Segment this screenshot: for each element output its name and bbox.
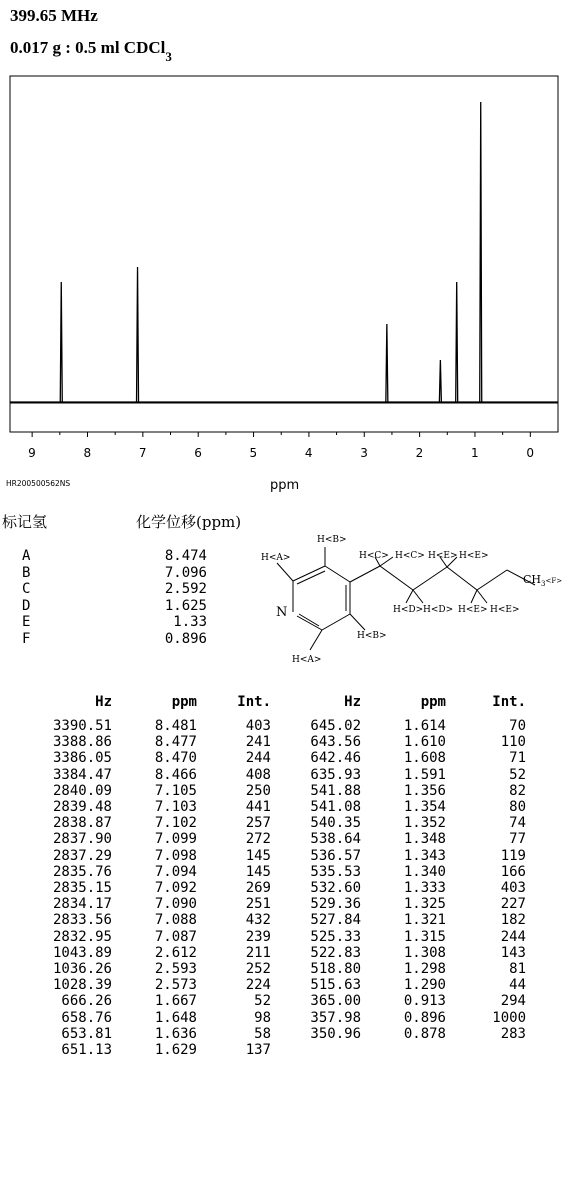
peak-int: 283 (500, 1025, 526, 1042)
peak-ppm: 1.340 (403, 863, 446, 880)
peak-hz: 645.02 (310, 718, 361, 734)
label-column-header: 标记氢 (2, 513, 48, 531)
peak-ppm: 1.298 (403, 961, 446, 978)
peak-int: 250 (245, 782, 271, 799)
peak-int: 251 (245, 896, 271, 913)
peak-table-row (20, 896, 526, 912)
peak-table-row (20, 929, 526, 945)
assignment-table (22, 548, 207, 647)
peak-ppm: 7.099 (154, 831, 197, 848)
header-ppm-1: ppm (171, 694, 197, 710)
assignment-row (22, 631, 207, 648)
peak-int: 119 (500, 847, 526, 864)
peak-hz: 365.00 (310, 993, 361, 1010)
sample-id: HR200500562NS (6, 479, 71, 488)
spectrum-peak (439, 360, 441, 402)
x-tick-label: 0 (526, 446, 534, 460)
peak-hz: 2834.17 (52, 896, 112, 913)
x-tick-label: 8 (83, 446, 92, 460)
label-he-4: H<E> (490, 605, 520, 615)
peak-table-row (20, 945, 526, 961)
peak-int: 71 (509, 750, 526, 767)
assignment-value: 0.896 (164, 630, 207, 647)
peak-table-row (20, 848, 526, 864)
peak-int: 137 (245, 1042, 271, 1059)
peak-ppm: 1.321 (403, 912, 446, 929)
peak-ppm (361, 1042, 446, 1058)
assignment-value: 8.474 (164, 548, 207, 564)
x-axis-tick-labels (28, 446, 534, 460)
x-axis-ticks (32, 432, 530, 437)
peak-ppm: 1.610 (403, 734, 446, 751)
peak-ppm: 1.333 (403, 880, 446, 897)
x-tick-label: 5 (249, 446, 258, 460)
peak-hz: 3386.05 (52, 750, 112, 767)
header-ppm-2: ppm (420, 694, 446, 710)
peak-ppm: 0.878 (403, 1025, 446, 1042)
peak-ppm: 0.913 (403, 993, 446, 1010)
peak-int: 432 (245, 912, 271, 929)
assignment-row (22, 548, 207, 565)
x-tick-label: 2 (415, 446, 424, 460)
peak-ppm: 8.481 (154, 718, 197, 734)
peak-ppm: 7.088 (154, 912, 197, 929)
peak-table (20, 694, 526, 1058)
peak-table-row (20, 1042, 526, 1058)
peak-table-header-row (20, 694, 526, 718)
peak-int: 166 (500, 863, 526, 880)
peak-hz: 535.53 (310, 863, 361, 880)
peak-ppm: 1.629 (154, 1042, 197, 1059)
peak-hz: 2837.90 (52, 831, 112, 848)
spectrum-peak (456, 282, 458, 402)
x-tick-label: 7 (138, 446, 147, 460)
peak-ppm: 7.103 (154, 799, 197, 816)
nmr-spectrum-chart (0, 0, 570, 500)
spectrum-frame (10, 76, 558, 432)
peak-int: 257 (245, 815, 271, 832)
peak-ppm: 1.356 (403, 782, 446, 799)
peak-hz: 357.98 (310, 1009, 361, 1026)
header-int-1: Int. (237, 694, 271, 710)
peak-table-row (20, 864, 526, 880)
peak-hz: 518.80 (310, 961, 361, 978)
peak-int: 52 (509, 766, 526, 783)
assignment-row (22, 598, 207, 615)
label-hd-2: H<D> (423, 605, 454, 615)
peak-int: 82 (509, 782, 526, 799)
peak-ppm: 1.315 (403, 928, 446, 945)
x-tick-label: 9 (28, 446, 36, 460)
peak-table-row (20, 880, 526, 896)
header-int-2: Int. (492, 694, 526, 710)
label-ha-left: H<A> (261, 553, 291, 563)
peak-hz (271, 1042, 361, 1058)
label-hd-1: H<D> (393, 605, 424, 615)
peak-hz: 536.57 (310, 847, 361, 864)
spectrum-peak (386, 324, 388, 402)
peak-ppm: 1.608 (403, 750, 446, 767)
peak-ppm: 1.591 (403, 766, 446, 783)
peak-int: 98 (254, 1009, 271, 1026)
assignment-row (22, 581, 207, 598)
peak-table-row (20, 1010, 526, 1026)
peak-hz: 635.93 (310, 766, 361, 783)
peak-hz: 2833.56 (52, 912, 112, 929)
peak-int (446, 1042, 526, 1058)
spectrum-peak (60, 282, 62, 402)
peak-int: 224 (245, 977, 271, 994)
peak-ppm: 1.308 (403, 944, 446, 961)
peak-hz: 515.63 (310, 977, 361, 994)
peak-int: 244 (500, 928, 526, 945)
peak-hz: 525.33 (310, 928, 361, 945)
label-nitrogen: N (276, 605, 288, 620)
molecular-structure (255, 530, 565, 680)
peak-hz: 2832.95 (52, 928, 112, 945)
peak-int: 227 (500, 896, 526, 913)
peak-table-row (20, 961, 526, 977)
peak-hz: 2839.48 (52, 799, 112, 816)
peak-hz: 2838.87 (52, 815, 112, 832)
peak-hz: 3384.47 (52, 766, 112, 783)
assignment-label: A (22, 548, 31, 564)
peak-ppm: 2.593 (154, 961, 197, 978)
peak-hz: 2835.76 (52, 863, 112, 880)
peak-table-row (20, 1026, 526, 1042)
peak-table-row (20, 783, 526, 799)
header-hz-2: Hz (344, 694, 361, 710)
assignment-label: D (22, 597, 31, 614)
peak-int: 182 (500, 912, 526, 929)
peak-table-row (20, 977, 526, 993)
label-ha-bottom: H<A> (292, 655, 322, 665)
peak-int: 244 (245, 750, 271, 767)
peak-int: 272 (245, 831, 271, 848)
assignment-label: F (22, 630, 31, 647)
label-ch3 (523, 573, 562, 588)
peak-hz: 2837.29 (52, 847, 112, 864)
peak-ppm: 1.614 (403, 718, 446, 734)
peak-table-row (20, 815, 526, 831)
spectrum-peak (137, 267, 139, 402)
peak-int: 110 (500, 734, 526, 751)
peak-ppm: 8.466 (154, 766, 197, 783)
peak-int: 52 (254, 993, 271, 1010)
peak-int: 403 (500, 880, 526, 897)
peak-ppm: 1.636 (154, 1025, 197, 1042)
peak-hz: 540.35 (310, 815, 361, 832)
peak-int: 252 (245, 961, 271, 978)
x-tick-label: 3 (360, 446, 368, 460)
peak-ppm: 8.477 (154, 734, 197, 751)
peak-int: 70 (509, 718, 526, 734)
assignment-value: 7.096 (164, 564, 207, 581)
x-tick-label: 6 (194, 446, 202, 460)
peak-int: 403 (245, 718, 271, 734)
peak-hz: 541.88 (310, 782, 361, 799)
peak-ppm: 2.573 (154, 977, 197, 994)
peak-table-row (20, 767, 526, 783)
peak-hz: 3390.51 (52, 718, 112, 734)
label-he-2: H<E> (459, 551, 489, 561)
peak-ppm: 0.896 (403, 1009, 446, 1026)
peak-hz: 666.26 (61, 993, 112, 1010)
peak-int: 145 (245, 847, 271, 864)
assignment-row (22, 565, 207, 582)
peak-hz: 1043.89 (52, 944, 112, 961)
label-hc-2: H<C> (395, 551, 425, 561)
peak-ppm: 7.094 (154, 863, 197, 880)
assignment-label: E (22, 614, 31, 630)
peak-table-row (20, 831, 526, 847)
peak-hz: 350.96 (310, 1025, 361, 1042)
peak-table-row (20, 799, 526, 815)
peak-hz: 522.83 (310, 944, 361, 961)
header-hz-1: Hz (95, 694, 112, 710)
structure-bonds (277, 547, 535, 650)
peak-ppm: 7.098 (154, 847, 197, 864)
assignment-row (22, 614, 207, 631)
peak-table-row (20, 912, 526, 928)
assignment-label: C (22, 581, 31, 597)
label-hb-bottom: H<B> (357, 631, 387, 641)
label-he-1: H<E> (428, 551, 458, 561)
shift-column-header: 化学位移(ppm) (136, 513, 242, 531)
peak-ppm: 1.348 (403, 831, 446, 848)
label-he-3: H<E> (458, 605, 488, 615)
peak-hz: 658.76 (61, 1009, 112, 1026)
peak-hz: 3388.86 (52, 734, 112, 751)
peak-hz: 527.84 (310, 912, 361, 929)
assignment-value: 2.592 (164, 581, 207, 597)
x-axis-label: ppm (270, 478, 300, 493)
label-hc-1: H<C> (359, 551, 389, 561)
peak-ppm: 1.290 (403, 977, 446, 994)
assignment-label: B (22, 564, 31, 581)
peak-hz: 651.13 (61, 1042, 112, 1059)
peak-hz: 643.56 (310, 734, 361, 751)
peak-hz: 1036.26 (52, 961, 112, 978)
peak-int: 80 (509, 799, 526, 816)
assignment-value: 1.625 (164, 597, 207, 614)
peak-int: 269 (245, 880, 271, 897)
ch3-label: <F> (545, 577, 563, 585)
x-tick-label: 1 (470, 446, 479, 460)
peak-int: 1000 (492, 1009, 526, 1026)
peak-hz: 529.36 (310, 896, 361, 913)
peak-ppm: 2.612 (154, 944, 197, 961)
peak-int: 58 (254, 1025, 271, 1042)
peak-ppm: 7.102 (154, 815, 197, 832)
peak-int: 81 (509, 961, 526, 978)
peak-ppm: 1.352 (403, 815, 446, 832)
peak-hz: 642.46 (310, 750, 361, 767)
peak-table-row (20, 718, 526, 734)
ch3-subscript: 3 (541, 580, 546, 588)
peak-int: 44 (509, 977, 526, 994)
peak-table-body (20, 718, 526, 1058)
peak-int: 211 (245, 944, 271, 961)
x-tick-label: 4 (304, 446, 313, 460)
assignment-value: 1.33 (173, 614, 207, 630)
peak-ppm: 8.470 (154, 750, 197, 767)
peak-int: 77 (509, 831, 526, 848)
sample-concentration-subscript: 3 (165, 49, 172, 65)
label-hb-top: H<B> (317, 535, 347, 545)
peak-int: 241 (245, 734, 271, 751)
peak-int: 408 (245, 766, 271, 783)
peak-int: 294 (500, 993, 526, 1010)
sample-concentration-text: 0.017 g : 0.5 ml CDCl (10, 38, 166, 57)
peak-int: 143 (500, 944, 526, 961)
peak-ppm: 7.105 (154, 782, 197, 799)
peak-int: 441 (245, 799, 271, 816)
peak-hz: 2835.15 (52, 880, 112, 897)
peak-hz: 2840.09 (52, 782, 112, 799)
peak-int: 239 (245, 928, 271, 945)
peak-table-row (20, 734, 526, 750)
peak-hz: 653.81 (61, 1025, 112, 1042)
peak-ppm: 1.325 (403, 896, 446, 913)
peak-int: 74 (509, 815, 526, 832)
peak-hz: 1028.39 (52, 977, 112, 994)
peak-ppm: 7.092 (154, 880, 197, 897)
spectrometer-frequency: 399.65 MHz (10, 6, 98, 25)
peak-ppm: 1.648 (154, 1009, 197, 1026)
peak-ppm: 7.087 (154, 928, 197, 945)
peak-ppm: 1.354 (403, 799, 446, 816)
peak-ppm: 7.090 (154, 896, 197, 913)
spectrum-trace (10, 102, 558, 402)
peak-ppm: 1.667 (154, 993, 197, 1010)
spectrum-peak (480, 102, 482, 402)
peak-table-row (20, 993, 526, 1009)
peak-ppm: 1.343 (403, 847, 446, 864)
peak-int: 145 (245, 863, 271, 880)
peak-hz: 541.08 (310, 799, 361, 816)
ch3-text: CH (523, 573, 542, 586)
peak-table-row (20, 750, 526, 766)
peak-hz: 538.64 (310, 831, 361, 848)
peak-hz: 532.60 (310, 880, 361, 897)
